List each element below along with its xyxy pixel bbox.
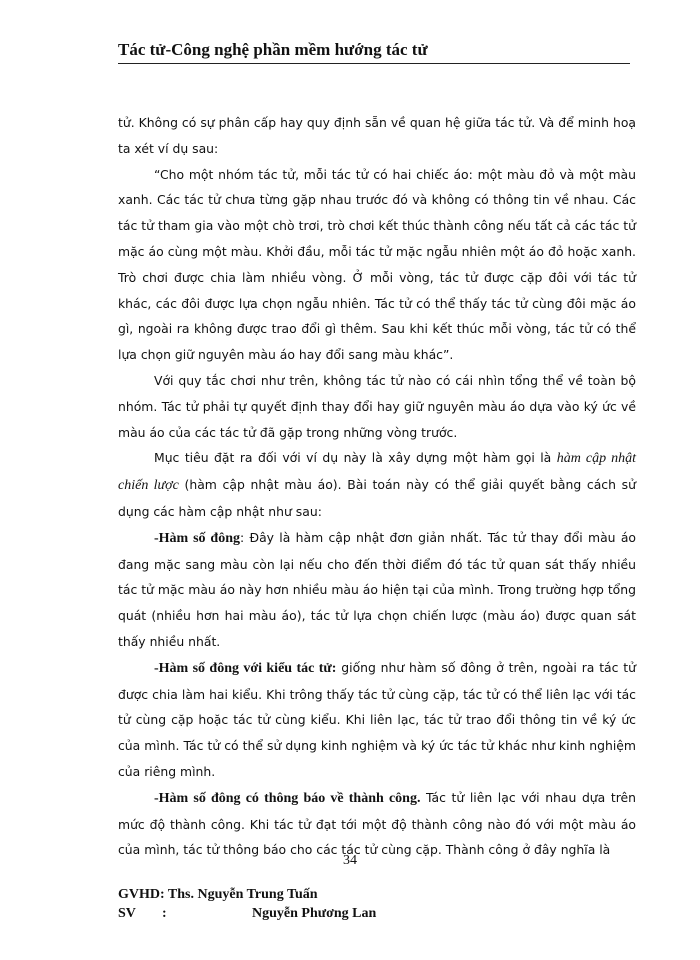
paragraph-5-text: : Đây là hàm cập nhật đơn giản nhất. Tác tử thay đổi màu áo đang mặc sang màu còn lại nếu cho đến thời điểm đó tác tử quan sát thấy nhiều tác tử mặc màu áo này hơn nhiều màu áo hiện tại của mình. Trong trường hợp tổng quát (nhiều hơn hai màu áo), tác tử lựa chọn chiến lược (màu áo) được quan sát thấy nhiều nhất.	[118, 529, 636, 649]
paragraph-quote: “Cho một nhóm tác tử, mỗi tác tử có hai chiếc áo: một màu đỏ và một màu xanh. Các tác tử chưa từng gặp nhau trước đó và không có thông tin về nhau. Các tác tử tham gia vào một chò trơi, trò chơi kết thúc thành công nếu tất cả các tác tử mặc áo cùng một màu. Khởi đầu, mỗi tác tử mặc ngẫu nhiên một áo đỏ hoặc xanh. Trò chơi được chia làm nhiều vòng. Ở mỗi vòng, tác tử được cặp đôi với tác tử khác, các đôi được lựa chọn ngẫu nhiên. Tác tử có thể thấy tác tử cùng đôi mặc áo gì, ngoài ra không được trao đổi gì thêm. Sau khi kết thúc mỗi vòng, tác tử có thể lựa chọn giữ nguyên màu áo hay đổi sang màu khác”.	[118, 166, 636, 363]
paragraph-5-lead: -Hàm số đông	[154, 530, 240, 546]
footer-student-separator: :	[162, 906, 167, 921]
page-header	[118, 40, 630, 64]
page-footer	[118, 885, 376, 923]
paragraph-7-text: Tác tử liên lạc với nhau dựa trên mức độ thành công. Khi tác tử đạt tới một độ thành công nào đó với một màu áo của mình, tác tử thông báo cho các tác tử cùng cặp. Thành công ở đây nghĩa là	[118, 789, 636, 858]
paragraph-5	[118, 525, 636, 655]
paragraph-4	[118, 445, 636, 524]
paragraph-1: tử. Không có sự phân cấp hay quy định sẵn về quan hệ giữa tác tử. Và để minh hoạ ta xét ví dụ sau:	[118, 115, 636, 156]
body-text	[118, 110, 636, 863]
paragraph-6	[118, 655, 636, 785]
footer-advisor-row	[118, 885, 376, 904]
paragraph-4-text-b: (hàm cập nhật màu áo). Bài toán này có thể giải quyết bằng cách sử dụng các hàm cập nhật như sau:	[118, 477, 636, 519]
footer-student-name: Nguyễn Phương Lan	[252, 906, 377, 921]
footer-advisor-name: Ths. Nguyễn Trung Tuấn	[167, 887, 318, 902]
footer-advisor-label: GVHD:	[118, 887, 165, 902]
paragraph-3: Với quy tắc chơi như trên, không tác tử nào có cái nhìn tổng thể về toàn bộ nhóm. Tác tử phải tự quyết định thay đổi hay giữ nguyên màu áo dựa vào ký ức về màu áo của các tác tử đã gặp trong những vòng trước.	[118, 372, 636, 440]
paragraph-6-text: giống như hàm số đông ở trên, ngoài ra tác tử được chia làm hai kiểu. Khi trông thấy tác tử cùng cặp, tác tử có thể liên lạc với tác tử cùng cặp hoặc tác tử cùng kiểu. Khi liên lạc, tác tử trao đổi thông tin về ký ức của mình. Tác tử có thể sử dụng kinh nghiệm và ký ức tác tử khác như kinh nghiệm của riêng mình.	[118, 659, 636, 779]
header-title: Tác tử-Công nghệ phần mềm hướng tác tử	[118, 40, 428, 59]
paragraph-7	[118, 785, 636, 863]
paragraph-4-text-a: Mục tiêu đặt ra đối với ví dụ này là xây dựng một hàm gọi là	[154, 450, 557, 466]
footer-student-row	[118, 904, 376, 923]
page-number: 34	[343, 853, 357, 868]
footer-student-label: SV	[118, 906, 136, 921]
paragraph-7-lead: -Hàm số đông có thông báo về thành công.	[154, 790, 421, 806]
paragraph-4-emphasis: hàm cập nhật chiến lược	[118, 451, 636, 494]
paragraph-6-lead: -Hàm số đông với kiểu tác tử:	[154, 660, 337, 676]
